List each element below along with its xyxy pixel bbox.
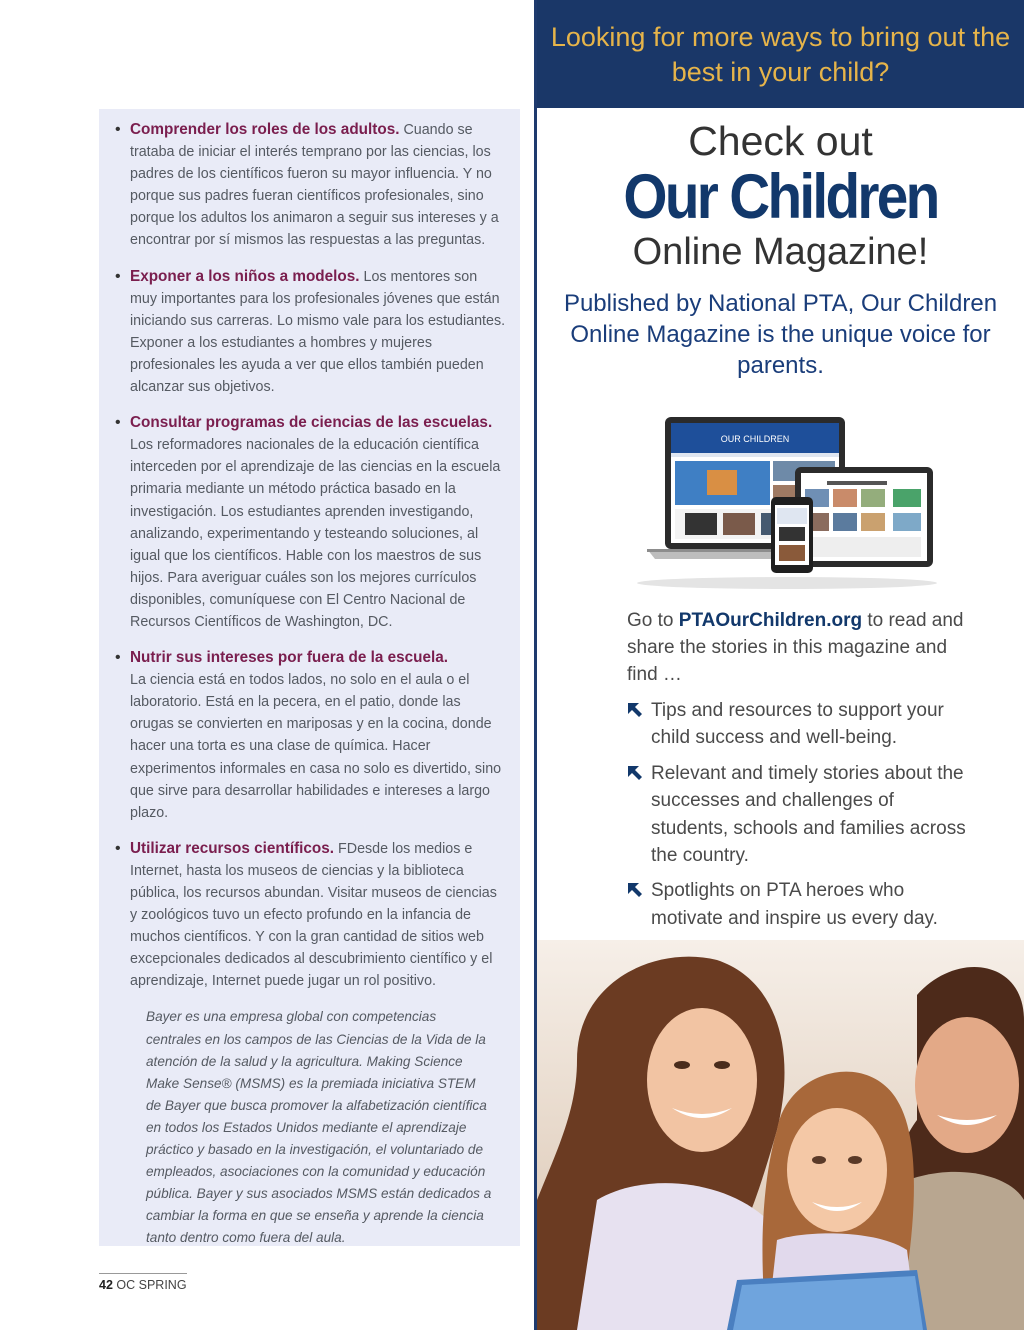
bullet-text: Cuando se trataba de iniciar el interés temprano por las ciencias, los padres de los científicos fueron su mayor influencia. Y no porque sus padres fueran científicos profesionales, sino porque los adultos los animaron a seguir sus intereses y a encontrar por sí mismos las respuestas a las preguntas. xyxy=(130,122,499,249)
magazine-ad xyxy=(534,0,1024,1330)
list-item xyxy=(627,877,967,932)
goto-text xyxy=(627,607,967,688)
bullet-item xyxy=(115,412,506,633)
section-name: OC SPRING xyxy=(116,1278,187,1292)
list-item xyxy=(627,760,967,870)
bullet-heading: • Nutrir sus intereses por fuera de la escuela. xyxy=(130,649,448,667)
arrow-icon xyxy=(627,882,643,898)
bullet-text: Los mentores son muy importantes para los profesionales jóvenes que están iniciando sus carreras. Lo mismo vale para los estudiantes. Exponer a los estudiantes a hombres y mujeres profesionales les ayuda a ver que ellos también pueden alcanzar sus objetivos. xyxy=(130,268,506,396)
family-photo xyxy=(537,940,1024,1330)
list-item-text: Relevant and timely stories about the successes and challenges of students, schools and families across the country. xyxy=(651,762,966,867)
page-number: 42 xyxy=(99,1278,113,1292)
devices-illustration xyxy=(637,415,937,590)
bullet-heading: Exponer a los niños a modelos. xyxy=(130,267,360,285)
bullet-item xyxy=(115,266,506,399)
device-brand: OUR CHILDREN xyxy=(720,434,790,444)
article-sidebar xyxy=(99,109,520,1246)
bullet-item xyxy=(115,647,506,824)
list-item xyxy=(627,697,967,752)
page-footer xyxy=(99,1273,187,1292)
brand-logo: Our Children xyxy=(623,162,938,232)
bullet-text: FDesde los medios e Internet, hasta los museos de ciencias y la biblioteca pública, los recursos abundan. Visitar museos de ciencias y zoológicos tuvo un efecto profundo en la infancia de muchos científicos. Y con la gran cantidad de sitios web excepcionales dedicados al descubrimiento científico y el aprendizaje, Internet puede jugar un rol positivo. xyxy=(130,840,497,990)
goto-prefix: Go to xyxy=(627,610,674,631)
ad-banner: Looking for more ways to bring out the best in your child? xyxy=(537,0,1024,108)
online-magazine-heading: Online Magazine! xyxy=(632,231,929,273)
bullet-heading: Comprender los roles de los adultos. xyxy=(130,121,400,138)
check-out-heading: Check out xyxy=(688,118,873,164)
bullet-heading: • Consultar programas de ciencias de las escuelas. xyxy=(130,414,493,432)
bullet-text: Los reformadores nacionales de la educación científica interceden por el aprendizaje de las ciencias en la escuela primaria mediante un método práctica basado en la investigación. Los estudiantes aprenden investigando, analizando, experimentando y testeando soluciones, al igual que los científicos. Hable con los maestros de sus hijos. Para averiguar cuáles son los mejores currículos disponibles, comuníquese con El Centro Nacional de Recursos Científicos de Washington, DC. xyxy=(130,437,501,630)
list-item-text: Tips and resources to support your child success and well-being. xyxy=(651,700,944,749)
list-item-text: Spotlights on PTA heroes who motivate and inspire us every day. xyxy=(651,880,938,929)
bullet-item xyxy=(115,838,506,993)
bullet-item xyxy=(115,119,506,252)
arrow-icon xyxy=(627,702,643,718)
arrow-icon xyxy=(627,765,643,781)
goto-suffix: to read and share the stories in this magazine and find … xyxy=(627,610,964,685)
benefits-list xyxy=(627,697,967,940)
bullet-heading: Utilizar recursos científicos. xyxy=(130,839,335,857)
bayer-note: Bayer es una empresa global con competencias centrales en los campos de las Ciencias de la Vida de la atención de la salud y la agricultura. Making Science Make Sense® (MSMS) es la premiada iniciativa STEM de Bayer que busca promover la alfabetización científica en todos los Estados Unidos mediante el aprendizaje práctico y basado en la investigación, el voluntariado de empleados, asociaciones con la comunidad y educación pública. Bayer y sus asociados MSMS están dedicados a cambiar la forma en que se enseña y aprende la ciencia tanto dentro como fuera del aula. xyxy=(146,1009,492,1246)
bullet-text: La ciencia está en todos lados, no solo en el aula o el laboratorio. Está en la pecera, en el patio, donde las orugas se convierten en mariposas y en la cocina, donde hacer una torta es una clase de química. Hacer experimentos informales en casa no solo es divertido, sino que sirve para desarrollar habilidades e intereses a largo plazo. xyxy=(130,672,502,821)
published-tagline: Published by National PTA, Our Children Online Magazine is the unique voice for parents. xyxy=(563,290,998,379)
ptaourchildren-link[interactable]: PTAOurChildren.org xyxy=(678,610,863,631)
